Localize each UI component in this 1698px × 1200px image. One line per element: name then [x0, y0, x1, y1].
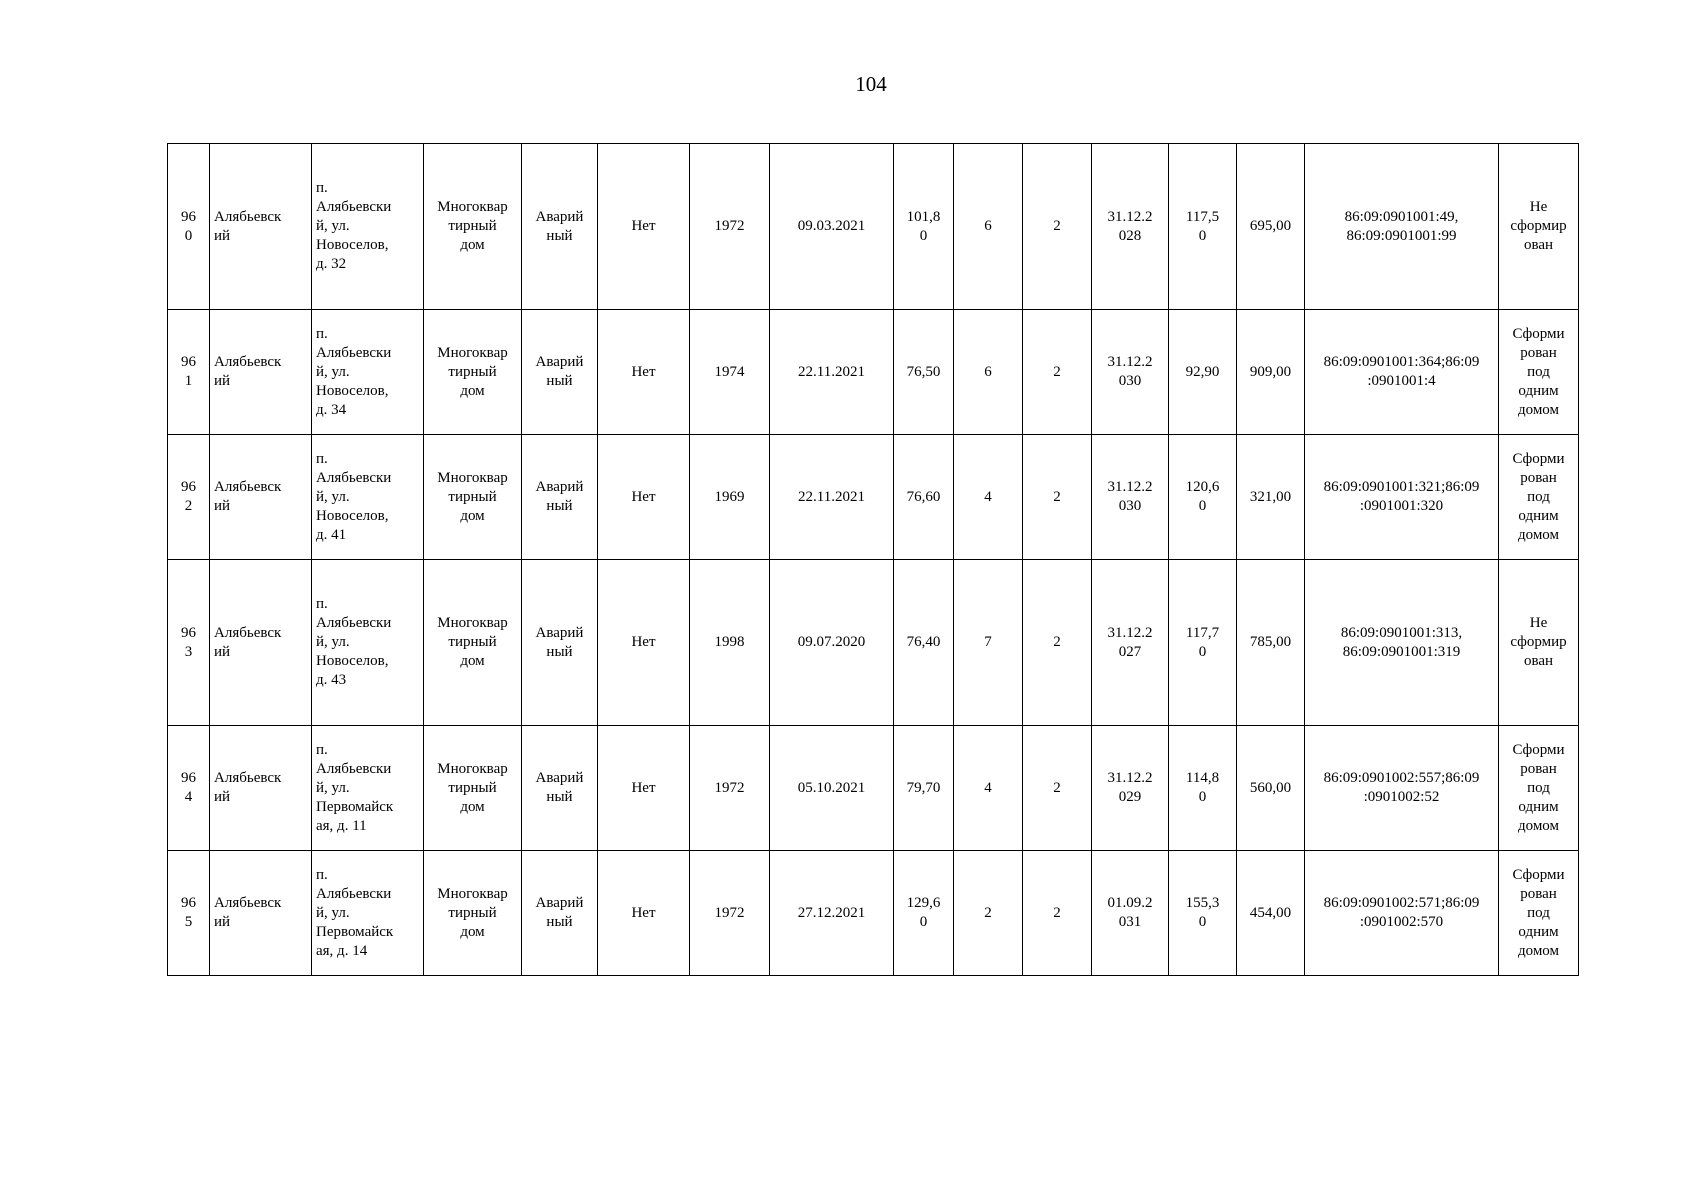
building-type-cell [424, 726, 522, 851]
cell-line: под [1527, 779, 1550, 796]
floors-cell [1023, 560, 1092, 726]
cell-line: 86:09:0901001:321;86:09 [1323, 479, 1480, 495]
cell-line: домом [1517, 942, 1560, 959]
cell-line: Алябьевски [316, 199, 392, 215]
cell-line: 321,00 [1249, 488, 1292, 505]
cell-line: 96 [181, 895, 196, 911]
cell-line: ий [214, 643, 231, 660]
flag-cell [598, 310, 690, 435]
cell-line: 1972 [714, 779, 745, 796]
cell-line: 1969 [714, 488, 745, 505]
flag-cell [598, 560, 690, 726]
cadastral-number-cell [1305, 435, 1499, 560]
cell-line: тирный [448, 218, 497, 234]
cell-line: Многоквар [437, 344, 508, 361]
cell-line: тирный [448, 488, 497, 505]
cell-line: :0901002:570 [1359, 914, 1444, 930]
residents-cell [954, 726, 1023, 851]
cell-line: 1 [184, 373, 193, 389]
row-number-cell [168, 144, 210, 310]
cell-line: ий [214, 914, 231, 930]
cell-line: :0901002:52 [1363, 789, 1440, 805]
cell-line: Сформи [1512, 325, 1565, 342]
row-number-cell [168, 310, 210, 435]
municipality-cell [210, 144, 312, 310]
residents-cell [954, 851, 1023, 976]
cell-line: 0 [1198, 498, 1207, 514]
cell-line: 0 [919, 914, 928, 930]
deadline-cell [1092, 310, 1169, 435]
address-cell [312, 560, 424, 726]
cell-line: 155,3 [1185, 895, 1220, 911]
cell-line: й, ул. [316, 218, 350, 234]
cell-line: Нет [631, 363, 656, 380]
municipality-cell [210, 560, 312, 726]
date-cell [770, 310, 894, 435]
cell-line: п. [316, 450, 328, 467]
cell-line: 09.07.2020 [797, 634, 866, 650]
area2-cell [1169, 726, 1237, 851]
cell-line: 76,60 [906, 488, 941, 505]
municipality-cell [210, 310, 312, 435]
cell-line: 92,90 [1185, 363, 1220, 380]
area-cell [894, 851, 954, 976]
cell-line: тирный [448, 904, 497, 921]
date-cell [770, 144, 894, 310]
cell-line: Алябьевски [316, 885, 392, 902]
cell-line: тирный [448, 634, 497, 650]
cell-line: Аварий [535, 895, 584, 911]
cell-line: ный [546, 643, 573, 660]
cell-line: 96 [181, 624, 196, 641]
cell-line: Многоквар [437, 615, 508, 631]
row-number-cell [168, 726, 210, 851]
year-cell [690, 560, 770, 726]
cell-line: 0 [1198, 227, 1207, 244]
municipality-cell [210, 726, 312, 851]
cell-line: 2 [1053, 779, 1061, 796]
cell-line: Сформи [1512, 450, 1565, 467]
cell-line: 96 [181, 208, 196, 225]
cell-line: ий [214, 789, 231, 805]
cell-line: 4 [984, 488, 992, 505]
cell-line: 86:09:0901001:319 [1342, 643, 1461, 660]
cell-line: Многоквар [437, 469, 508, 486]
cell-line: под [1527, 363, 1550, 380]
page-number: 104 [855, 72, 887, 96]
floors-cell [1023, 726, 1092, 851]
cell-line: рован [1520, 885, 1557, 902]
cell-line: п. [316, 866, 328, 883]
cell-line: 76,40 [906, 634, 941, 650]
cell-line: ая, д. 14 [316, 942, 368, 959]
residents-cell [954, 144, 1023, 310]
cadastral-number-cell [1305, 144, 1499, 310]
housing-registry-table [167, 143, 1579, 976]
flag-cell [598, 435, 690, 560]
land-area-cell [1237, 435, 1305, 560]
cell-line: Алябьевск [214, 770, 282, 786]
cell-line: ий [214, 373, 231, 389]
area-cell [894, 310, 954, 435]
area-cell [894, 144, 954, 310]
cell-line: Алябьевски [316, 760, 392, 777]
condition-cell [522, 726, 598, 851]
floors-cell [1023, 144, 1092, 310]
cell-line: Алябьевски [316, 615, 392, 631]
cell-line: 22.11.2021 [798, 488, 865, 505]
cell-line: Алябьевски [316, 469, 392, 486]
municipality-cell [210, 435, 312, 560]
cell-line: Нет [631, 904, 656, 921]
cell-line: сформир [1510, 634, 1567, 650]
cell-line: Новоселов, [316, 237, 389, 253]
cell-line: 31.12.2 [1107, 208, 1153, 225]
cell-line: п. [316, 596, 328, 612]
municipality-cell [210, 851, 312, 976]
cell-line: 6 [984, 218, 992, 234]
cell-line: 27.12.2021 [797, 904, 866, 921]
cell-line: дом [460, 798, 485, 815]
land-status-cell [1499, 560, 1579, 726]
flag-cell [598, 726, 690, 851]
deadline-cell [1092, 560, 1169, 726]
cell-line: ный [546, 914, 573, 930]
address-cell [312, 310, 424, 435]
cell-line: домом [1517, 401, 1560, 418]
cell-line: Первомайск [316, 923, 394, 940]
area2-cell [1169, 310, 1237, 435]
address-cell [312, 851, 424, 976]
cell-line: 96 [181, 770, 196, 786]
cell-line: Многоквар [437, 199, 508, 215]
cell-line: й, ул. [316, 488, 350, 505]
land-status-cell [1499, 726, 1579, 851]
table-row [168, 144, 1579, 310]
cell-line: п. [316, 325, 328, 342]
cell-line: й, ул. [316, 904, 350, 921]
cell-line: 785,00 [1249, 634, 1292, 650]
cell-line: 0 [184, 227, 193, 244]
cell-line: Сформи [1512, 741, 1565, 758]
cell-line: Многоквар [437, 760, 508, 777]
cell-line: 22.11.2021 [798, 363, 865, 380]
cell-line: д. 41 [316, 526, 347, 543]
cadastral-number-cell [1305, 310, 1499, 435]
cell-line: рован [1520, 469, 1557, 486]
cell-line: 1972 [714, 218, 745, 234]
cell-line: Аварий [535, 479, 584, 495]
cell-line: д. 34 [316, 401, 347, 418]
cell-line: Аварий [535, 354, 584, 370]
cell-line: 120,6 [1185, 479, 1220, 495]
deadline-cell [1092, 435, 1169, 560]
condition-cell [522, 144, 598, 310]
building-type-cell [424, 144, 522, 310]
cell-line: 86:09:0901001:49, [1344, 208, 1459, 225]
cell-line: дом [460, 923, 485, 940]
cadastral-number-cell [1305, 726, 1499, 851]
cell-line: 027 [1118, 643, 1142, 660]
cell-line: Нет [631, 488, 656, 505]
cell-line: Не [1529, 615, 1548, 631]
cell-line: 909,00 [1249, 363, 1292, 380]
cell-line: 2 [184, 498, 193, 514]
land-area-cell [1237, 726, 1305, 851]
cell-line: 117,5 [1185, 208, 1220, 225]
cell-line: 86:09:0901001:364;86:09 [1323, 354, 1480, 370]
cell-line: под [1527, 904, 1550, 921]
cell-line: домом [1517, 817, 1560, 834]
table-row [168, 435, 1579, 560]
cell-line: :0901001:4 [1367, 373, 1436, 389]
cell-line: Алябьевск [214, 208, 282, 225]
land-area-cell [1237, 310, 1305, 435]
cell-line: 05.10.2021 [797, 779, 866, 796]
building-type-cell [424, 560, 522, 726]
cell-line: 4 [984, 779, 992, 796]
cell-line: 86:09:0901002:557;86:09 [1323, 770, 1480, 786]
cell-line: ован [1523, 237, 1554, 253]
cell-line: й, ул. [316, 779, 350, 796]
cell-line: 09.03.2021 [797, 218, 866, 234]
cadastral-number-cell [1305, 560, 1499, 726]
land-status-cell [1499, 435, 1579, 560]
cell-line: 5 [184, 914, 193, 930]
cell-line: 86:09:0901001:313, [1340, 624, 1463, 641]
cell-line: Первомайск [316, 798, 394, 815]
cell-line: 0 [1198, 914, 1207, 930]
cell-line: тирный [448, 363, 497, 380]
cell-line: 101,8 [906, 208, 941, 225]
date-cell [770, 560, 894, 726]
cell-line: рован [1520, 760, 1557, 777]
cadastral-number-cell [1305, 851, 1499, 976]
cell-line: ий [214, 227, 231, 244]
cell-line: 129,6 [906, 895, 941, 911]
cell-line: ован [1523, 653, 1554, 669]
cell-line: 2 [1053, 634, 1061, 650]
condition-cell [522, 851, 598, 976]
cell-line: 7 [984, 634, 992, 650]
cell-line: одним [1518, 507, 1559, 524]
cell-line: й, ул. [316, 634, 350, 650]
land-area-cell [1237, 560, 1305, 726]
cell-line: под [1527, 488, 1550, 505]
building-type-cell [424, 435, 522, 560]
cell-line: Алябьевски [316, 344, 392, 361]
cell-line: 96 [181, 479, 196, 495]
residents-cell [954, 435, 1023, 560]
cell-line: 114,8 [1185, 770, 1220, 786]
cell-line: 030 [1118, 373, 1142, 389]
cell-line: 76,50 [906, 363, 941, 380]
cell-line: Алябьевск [214, 895, 282, 911]
address-cell [312, 144, 424, 310]
building-type-cell [424, 310, 522, 435]
cell-line: 4 [184, 789, 193, 805]
year-cell [690, 310, 770, 435]
cell-line: Аварий [535, 208, 584, 225]
cell-line: рован [1520, 344, 1557, 361]
year-cell [690, 144, 770, 310]
cell-line: дом [460, 382, 485, 399]
row-number-cell [168, 851, 210, 976]
row-number-cell [168, 560, 210, 726]
cell-line: Аварий [535, 624, 584, 641]
cell-line: 029 [1118, 789, 1142, 805]
cell-line: :0901001:320 [1359, 498, 1444, 514]
deadline-cell [1092, 144, 1169, 310]
address-cell [312, 435, 424, 560]
cell-line: дом [460, 507, 485, 524]
cell-line: Нет [631, 218, 656, 234]
cell-line: 1972 [714, 904, 745, 921]
cell-line: сформир [1510, 218, 1567, 234]
area-cell [894, 560, 954, 726]
area2-cell [1169, 435, 1237, 560]
table-row [168, 310, 1579, 435]
land-status-cell [1499, 310, 1579, 435]
condition-cell [522, 435, 598, 560]
cell-line: 31.12.2 [1107, 770, 1153, 786]
cell-line: 2 [1053, 904, 1061, 921]
cell-line: Многоквар [437, 885, 508, 902]
cell-line: 96 [181, 354, 196, 370]
cell-line: одним [1518, 923, 1559, 940]
cell-line: 31.12.2 [1107, 479, 1153, 495]
cell-line: п. [316, 741, 328, 758]
cell-line: 0 [919, 227, 928, 244]
land-status-cell [1499, 144, 1579, 310]
cell-line: ая, д. 11 [316, 817, 367, 834]
cell-line: Сформи [1512, 866, 1565, 883]
cell-line: Новоселов, [316, 507, 389, 524]
cell-line: 695,00 [1249, 218, 1292, 234]
cell-line: 86:09:0901001:99 [1346, 227, 1457, 244]
cell-line: 86:09:0901002:571;86:09 [1323, 895, 1480, 911]
cell-line: 01.09.2 [1107, 895, 1153, 911]
cell-line: ный [546, 789, 573, 805]
area2-cell [1169, 560, 1237, 726]
floors-cell [1023, 435, 1092, 560]
cell-line: 560,00 [1249, 779, 1292, 796]
cell-line: 1974 [714, 363, 745, 380]
cell-line: дом [460, 653, 485, 669]
cell-line: 2 [984, 904, 992, 921]
land-area-cell [1237, 144, 1305, 310]
area2-cell [1169, 851, 1237, 976]
cell-line: 030 [1118, 498, 1142, 514]
date-cell [770, 726, 894, 851]
cell-line: п. [316, 180, 328, 196]
year-cell [690, 435, 770, 560]
condition-cell [522, 560, 598, 726]
cell-line: 2 [1053, 363, 1061, 380]
cell-line: ный [546, 373, 573, 389]
deadline-cell [1092, 851, 1169, 976]
row-number-cell [168, 435, 210, 560]
deadline-cell [1092, 726, 1169, 851]
cell-line: 2 [1053, 218, 1061, 234]
cell-line: Аварий [535, 770, 584, 786]
cell-line: 31.12.2 [1107, 354, 1153, 370]
cell-line: дом [460, 237, 485, 253]
cell-line: ный [546, 227, 573, 244]
cell-line: д. 43 [316, 672, 347, 688]
date-cell [770, 435, 894, 560]
area-cell [894, 726, 954, 851]
year-cell [690, 726, 770, 851]
area-cell [894, 435, 954, 560]
cell-line: Не [1529, 199, 1548, 215]
cell-line: одним [1518, 382, 1559, 399]
table-row [168, 851, 1579, 976]
floors-cell [1023, 851, 1092, 976]
cell-line: 031 [1118, 914, 1142, 930]
date-cell [770, 851, 894, 976]
land-area-cell [1237, 851, 1305, 976]
table-row [168, 560, 1579, 726]
cell-line: 0 [1198, 789, 1207, 805]
cell-line: Алябьевск [214, 479, 282, 495]
cell-line: 117,7 [1185, 624, 1220, 641]
building-type-cell [424, 851, 522, 976]
flag-cell [598, 851, 690, 976]
cell-line: 3 [184, 643, 193, 660]
cell-line: Новоселов, [316, 382, 389, 399]
cell-line: Алябьевск [214, 354, 282, 370]
residents-cell [954, 310, 1023, 435]
cell-line: й, ул. [316, 363, 350, 380]
cell-line: Новоселов, [316, 653, 389, 669]
cell-line: Нет [631, 779, 656, 796]
cell-line: 028 [1118, 227, 1142, 244]
cell-line: 1998 [714, 634, 745, 650]
cell-line: 2 [1053, 488, 1061, 505]
residents-cell [954, 560, 1023, 726]
cell-line: ий [214, 498, 231, 514]
land-status-cell [1499, 851, 1579, 976]
table-row [168, 726, 1579, 851]
cell-line: д. 32 [316, 256, 347, 272]
cell-line: 6 [984, 363, 992, 380]
year-cell [690, 851, 770, 976]
address-cell [312, 726, 424, 851]
cell-line: 79,70 [906, 779, 941, 796]
cell-line: домом [1517, 526, 1560, 543]
cell-line: 454,00 [1249, 904, 1292, 921]
cell-line: 31.12.2 [1107, 624, 1153, 641]
cell-line: Нет [631, 634, 656, 650]
flag-cell [598, 144, 690, 310]
cell-line: Алябьевск [214, 624, 282, 641]
cell-line: 0 [1198, 643, 1207, 660]
condition-cell [522, 310, 598, 435]
cell-line: ный [546, 498, 573, 514]
cell-line: тирный [448, 779, 497, 796]
cell-line: одним [1518, 798, 1559, 815]
floors-cell [1023, 310, 1092, 435]
area2-cell [1169, 144, 1237, 310]
